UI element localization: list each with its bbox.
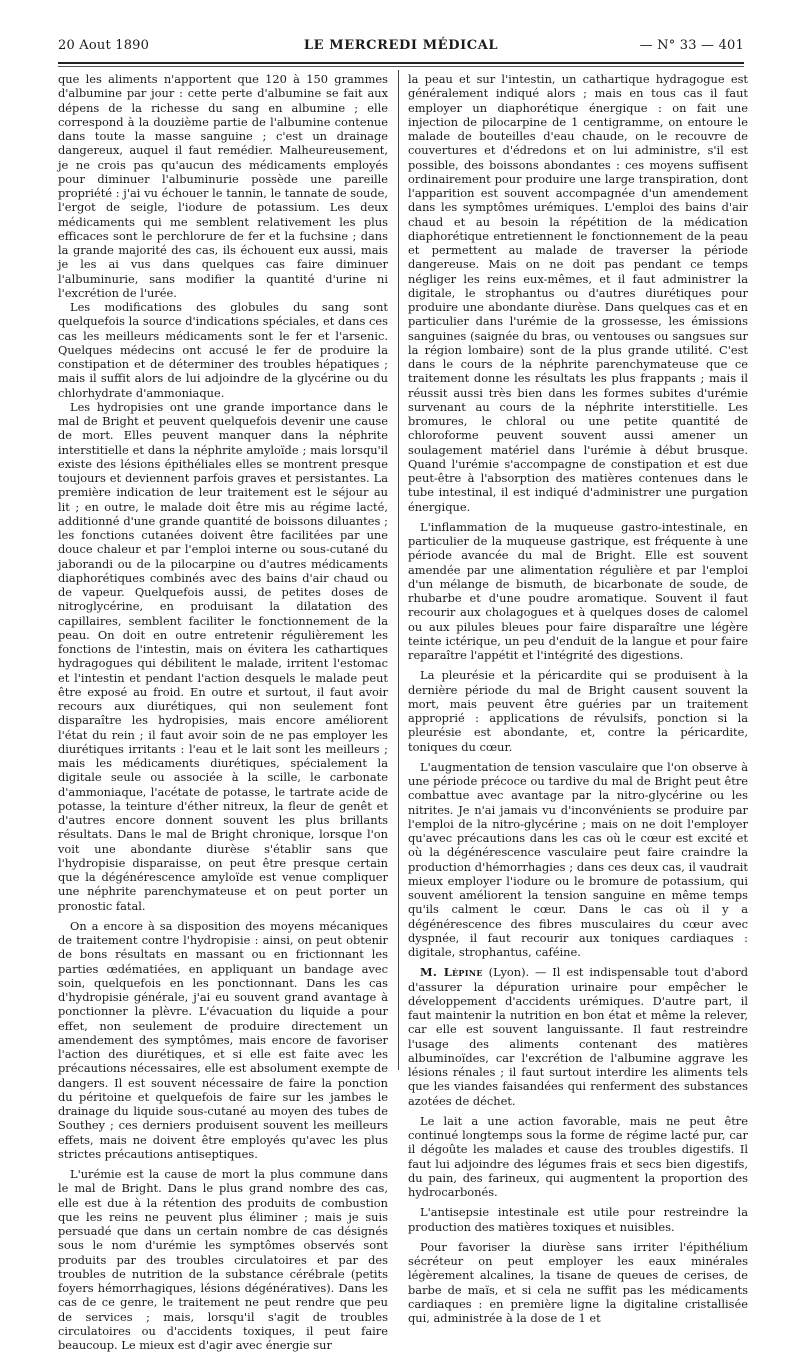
left-paragraph-1: que les aliments n'apportent que 120 à 150 grammes d'albumine par jour : cette perte d'albumine se fait aux dépens de la richesse du sang en albumine ; elle correspond à la douzième partie de l'albumine contenue dans toute la masse sanguine ; c'est un drainage dangereux, auquel il faut remédier. Malheureusement, je ne crois pas qu'aucun des médicaments employés pour diminuer l'albuminurie possède une pareille propriété : j'ai vu échouer le tannin, le tannate de soude, l'ergot de seigle, l'iodure de potassium. Les deux médicaments qui me semblent relativement les plus efficaces sont le perchlorure de fer et la fuchsine ; dans la grande majorité des cas, ils échouent eux aussi, mais je les ai vus dans quelques cas faire diminuer l'albuminurie, sans modifier la quantité d'urine ni l'excrétion de l'urée. — [58, 72, 388, 300]
header-rule — [58, 62, 744, 64]
page-header — [58, 34, 744, 58]
right-paragraph-3: La pleurésie et la péricardite qui se produisent à la dernière période du mal de Bright causent souvent la mort, mais peuvent être guéries par un traitement approprié : applications de révulsifs, ponction si la pleurésie est abondante, et, contre la péricardite, toniques du cœur. — [408, 668, 748, 754]
header-date: 20 Aout 1890 — [58, 38, 150, 53]
right-column — [408, 72, 749, 1325]
column-divider — [398, 70, 399, 1070]
right-paragraph-1: la peau et sur l'intestin, un cathartique hydragogue est généralement indiqué alors ; mais en tous cas il faut employer un diaphorétique énergique : on fait une injection de pilocarpine de 1 centigramme, on entoure le malade de bouteilles d'eau chaude, on le recouvre de couvertures et d'édredons et on lui administre, s'il est possible, des boissons abondantes : ces moyens suffisent ordinairement pour produire une large transpiration, dont l'apparition est souvent accompagnée d'un amendement dans les symptômes urémiques. L'emploi des bains d'air chaud et au besoin la répétition de la médication diaphorétique entretiennent le fonctionnement de la peau et permettent au malade de traverser la période dangereuse. Mais on ne doit pas pendant ce temps négliger les reins eux-mêmes, et il faut administrer la digitale, le strophantus ou d'autres diurétiques pour produire une abondante diurèse. Dans quelques cas et en particulier dans l'urémie de la grossesse, les émissions sanguines (saignée du bras, ou ventouses ou sangsues sur la région lombaire) sont de la plus grande utilité. C'est dans le cours de la néphrite parenchymateuse que ce traitement donne les résultats les plus frappants ; mais il réussit aussi très bien dans les formes subites d'urémie survenant au cours de la néphrite interstitielle. Les bromures, le chloral ou une petite quantité de chloroforme peuvent souvent aussi amener un soulagement matériel dans l'urémie à début brusque. Quand l'urémie s'accompagne de constipation et est due peut-être à l'absorption des matières contenues dans le tube intestinal, il est indiqué d'administrer une purgation énergique. — [408, 72, 748, 514]
left-paragraph-3: Les hydropisies ont une grande importance dans le mal de Bright et peuvent quelquefois devenir une cause de mort. Elles peuvent manquer dans la néphrite interstitielle et dans la néphrite amyloïde ; mais lorsqu'il existe des lésions épithéliales elles se montrent presque toujours et deviennent parfois graves et persistantes. La première indication de leur traitement est le séjour au lit ; en outre, le malade doit être mis au régime lacté, additionné d'une grande quantité de boissons diluantes ; les fonctions cutanées doivent être facilitées par une douce chaleur et par l'emploi interne ou sous-cutané du jaborandi ou de la pilocarpine ou d'autres médicaments diaphorétiques combinés avec des bains d'air chaud ou de vapeur. Quelquefois aussi, de petites doses de nitroglycérine, en produisant la dilatation des capillaires, semblent faciliter le fonctionnement de la peau. On doit en outre entretenir régulièrement les fonctions de l'intestin, mais on évitera les cathartiques hydragogues qui débilitent le malade, irritent l'estomac et l'intestin et pendant l'action desquels le malade peut être exposé au froid. En outre et surtout, il faut avoir recours aux diurétiques, qui non seulement font disparaître les hydropisies, mais encore améliorent l'état du rein ; il faut avoir soin de ne pas employer les diurétiques irritants : l'eau et le lait sont les meilleurs ; mais les médicaments diurétiques, spécialement la digitale seule ou associée à la scille, le carbonate d'ammoniaque, l'acétate de potasse, le tartrate acide de potasse, la teinture d'éther nitreux, la fleur de genêt et d'autres encore donnent souvent les plus brillants résultats. Dans le mal de Bright chronique, lorsque l'on voit une abondante diurèse s'établir sans que l'hydropisie disparaisse, on peut être presque certain que la dégénérescence amyloïde est venue compliquer une néphrite parenchymateuse et on peut porter un pronostic fatal. — [58, 399, 388, 913]
left-paragraph-4: On a encore à sa disposition des moyens mécaniques de traitement contre l'hydropisie : ainsi, on peut obtenir de bons résultats en massant ou en frictionnant les parties œdématiées, en appliquant un bandage avec soin, quelquefois en les ponctionnant. Dans les cas d'hydropisie générale, j'ai eu souvent grand avantage à ponctionner la plèvre. L'évacuation du liquide a pour effet, non seulement de produire directement un amendement des symptômes, mais encore de favoriser l'action des diurétiques, et si elle est faite avec les précautions nécessaires, elle est absolument exempte de dangers. Il est souvent nécessaire de faire la ponction du péritoine et quelquefois de faire sur les jambes le drainage du liquide sous-cutané au moyen des tubes de Southey ; ces derniers produisent souvent les meilleurs effets, mais ne doivent être employés qu'avec les plus strictes précautions antiseptiques. — [58, 918, 388, 1161]
left-paragraph-2: Les modifications des globules du sang sont quelquefois la source d'indications spéciales, et dans ces cas les meilleurs médicaments sont le fer et l'arsenic. Quelques médecins ont accusé le fer de produire la constipation et de déterminer des troubles hépatiques ; mais il suffit alors de lui adjoindre de la glycérine ou du chlorhydrate d'ammoniaque. — [58, 300, 388, 400]
right-paragraph-6: L'antisepsie intestinale est utile pour restreindre la production des matières toxiques et nuisibles. — [408, 1205, 748, 1234]
author-paragraph — [408, 965, 748, 1108]
header-rule-thin — [58, 66, 744, 67]
header-issue-page: — N° 33 — 401 — [639, 38, 744, 53]
author-text: (Lyon). — Il est indispensable tout d'abord d'assurer la dépuration urinaire pour empêcher le développement d'accidents urémiques. D'autre part, il faut maintenir la nutrition en bon état et même la relever, car elle est souvent languissante. Il faut restreindre l'usage des aliments contenant des matières albuminoïdes, car l'excrétion de l'albumine aggrave les lésions rénales ; il faut surtout interdire les aliments tels que les viandes faisandées qui renferment des substances azotées de déchet. — [408, 965, 749, 1108]
right-paragraph-5: Le lait a une action favorable, mais ne peut être continué longtemps sous la forme de régime lacté pur, car il dégoûte les malades et cause des troubles digestifs. Il faut lui adjoindre des légumes frais et secs bien digestifs, du pain, des farineux, qui augmentent la proportion des hydrocarbonés. — [408, 1113, 748, 1199]
left-column — [58, 72, 388, 1352]
right-paragraph-4: L'augmentation de tension vasculaire que l'on observe à une période précoce ou tardive du mal de Bright peut être combattue avec avantage par la nitro-glycérine ou les nitrites. Je n'ai jamais vu d'inconvénients se produire par l'emploi de la nitro-glycérine ; mais on ne doit l'employer qu'avec précautions dans les cas où le cœur est excité et où la dégénérescence vasculaire peut faire craindre la production d'hémorrhagies ; dans ces deux cas, il vaudrait mieux employer l'iodure ou le bromure de potassium, qui souvent améliorent la tension sanguine en même temps qu'ils calment le cœur. Dans le cas où il y a dégénérescence des fibres musculaires du cœur avec dyspnée, il faut recourir aux toniques cardiaques : digitale, strophantus, caféine. — [408, 759, 748, 959]
journal-title: LE MERCREDI MÉDICAL — [303, 38, 499, 53]
left-paragraph-5: L'urémie est la cause de mort la plus commune dans le mal de Bright. Dans le plus grand nombre des cas, elle est due à la rétention des produits de combustion que les reins ne peuvent plus éliminer ; mais je suis persuadé que dans un certain nombre de cas désignés sous le nom d'urémie les symptômes observés sont produits par des troubles circulatoires et par des troubles de nutrition de la substance cérébrale (petits foyers hémorrhagiques, lésions dégénératives). Dans les cas de ce genre, le traitement ne peut rendre que peu de services ; mais, lorsqu'il s'agit de troubles circulatoires ou d'accidents toxiques, il peut faire beaucoup. Le mieux est d'agir avec énergie sur — [58, 1167, 388, 1352]
right-paragraph-7: Pour favoriser la diurèse sans irriter l'épithélium sécréteur on peut employer les eaux minérales légèrement alcalines, la tisane de queues de cerises, de barbe de maïs, et si cela ne suffit pas les médicaments cardiaques : en première ligne la digitaline cristallisée qui, administrée à la dose de 1 et — [408, 1239, 748, 1325]
right-paragraph-2: L'inflammation de la muqueuse gastro-intestinale, en particulier de la muqueuse gastrique, est fréquente à une période avancée du mal de Bright. Elle est souvent amendée par une alimentation régulière et par l'emploi d'un mélange de bismuth, de bicarbonate de soude, de rhubarbe et d'une poudre aromatique. Souvent il faut recourir aux cholagogues et à quelques doses de calomel ou aux pilules bleues pour faire disparaître une légère teinte ictérique, un peu d'enduit de la langue et pour faire reparaître l'appétit et l'intégrité des digestions. — [408, 519, 748, 662]
author-name: M. Lépine — [420, 965, 483, 980]
